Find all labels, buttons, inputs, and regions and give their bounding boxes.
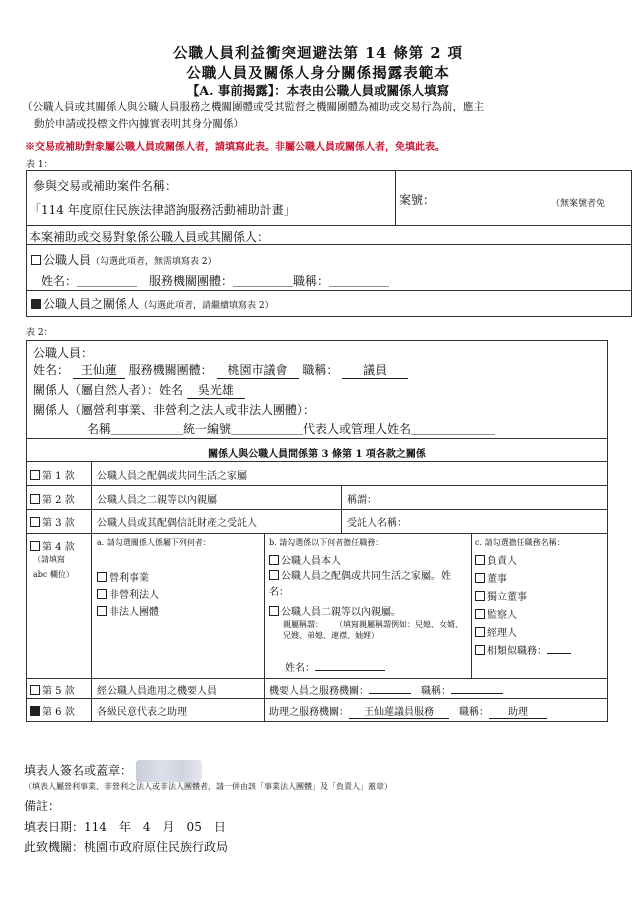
case-no-note: （無案號者免 xyxy=(551,199,606,209)
natural-person-value[interactable]: 吳光雄 xyxy=(187,381,245,399)
row3-checkbox[interactable] xyxy=(30,517,40,527)
title-value[interactable]: 議員 xyxy=(342,361,408,379)
case-no-label: 案號： xyxy=(399,193,436,207)
row2-checkbox[interactable] xyxy=(30,494,40,504)
col-a-item-2-label: 非營利法人 xyxy=(109,590,159,601)
option-relative-label: 公職人員之關係人 xyxy=(43,297,140,311)
col-b-name[interactable] xyxy=(285,659,385,674)
row6-clause[interactable] xyxy=(30,703,75,718)
row1-clause[interactable] xyxy=(30,467,75,482)
name-value[interactable]: 王仙蓮 xyxy=(73,361,125,379)
col-b-kin-note: （填寫親屬稱謂例如：兒媳、女婿、兄嫂、弟媳、連襟、妯娌） xyxy=(283,620,463,640)
org-relative-label: 關係人（屬營利事業、非營利之法人或非法人團體）： xyxy=(33,403,316,417)
col-b-item-2[interactable] xyxy=(269,569,467,601)
col-b-item-1-label: 公職人員本人 xyxy=(281,556,341,567)
option-official-label: 公職人員 xyxy=(43,253,92,267)
row4-clause[interactable] xyxy=(30,538,75,553)
col-b-item-1[interactable] xyxy=(269,552,341,567)
row4-clause-label: 第 4 款 xyxy=(42,542,75,553)
row5-field1-label: 機要人員之服務機關： xyxy=(269,686,369,697)
col-a-heading: a. 請勾選關係人係屬下列何者： xyxy=(97,538,211,547)
col-c-item-3-label: 獨立董事 xyxy=(487,592,527,603)
col-b-item-3[interactable] xyxy=(269,603,401,618)
col-b-kin-label: 親屬稱謂： xyxy=(283,620,323,629)
date-label: 填表日期： xyxy=(24,820,85,834)
col-c-item-5-label: 經理人 xyxy=(487,628,517,639)
col-a-checkbox-3[interactable] xyxy=(97,606,107,616)
col-c-item-4-label: 監察人 xyxy=(487,610,517,621)
row1-clause-label: 第 1 款 xyxy=(42,471,75,482)
col-c-item-2[interactable] xyxy=(475,570,507,585)
date-row xyxy=(24,818,226,835)
col-c-checkbox-1[interactable] xyxy=(475,555,485,565)
col-c-item-2-label: 董事 xyxy=(487,574,507,585)
official-fields[interactable]: 姓名：＿＿＿＿＿ 服務機關團體：＿＿＿＿＿職稱：＿＿＿＿＿ xyxy=(41,274,390,288)
col-c-heading: c. 請勾選擔任職務名稱： xyxy=(475,538,565,547)
date-value[interactable]: 114 年 4 月 05 日 xyxy=(84,820,226,834)
row5-text: 經公職人員進用之機要人員 xyxy=(97,686,217,697)
option-relative[interactable] xyxy=(31,295,274,312)
option-official[interactable] xyxy=(31,251,217,268)
table2 xyxy=(26,340,608,722)
natural-person-label: 關係人（屬自然人者）：姓名 xyxy=(33,383,184,397)
section-heading: 【A. 事前揭露】：本表由公職人員或關係人填寫 xyxy=(186,83,450,98)
col-b-checkbox-1[interactable] xyxy=(269,555,279,565)
col-b-heading: b. 請勾選係以下何者擔任職務： xyxy=(269,538,384,547)
col-a-checkbox-2[interactable] xyxy=(97,589,107,599)
row5-fields[interactable] xyxy=(269,682,503,697)
col-c-item-6[interactable] xyxy=(475,642,571,657)
col-c-item-5[interactable] xyxy=(475,624,517,639)
official-label: 公職人員： xyxy=(33,346,94,360)
row2-clause[interactable] xyxy=(30,491,75,506)
row2-clause-label: 第 2 款 xyxy=(42,495,75,506)
col-a-item-3-label: 非法人團體 xyxy=(109,607,159,618)
col-c-checkbox-4[interactable] xyxy=(475,609,485,619)
row5-clause-label: 第 5 款 xyxy=(42,686,75,697)
table1 xyxy=(26,170,632,317)
warning-text: ※交易或補助對象屬公職人員或關係人者，請填寫此表。非屬公職人員或關係人者，免填此表。 xyxy=(25,142,445,153)
target-question: 本案補助或交易對象係公職人員或其關係人： xyxy=(29,230,270,244)
agency-label: 服務機關團體： xyxy=(128,363,213,377)
recipient-row xyxy=(24,838,228,855)
row1-text: 公職人員之配偶或共同生活之家屬 xyxy=(97,471,247,482)
row1-checkbox[interactable] xyxy=(30,470,40,480)
signature-redacted xyxy=(136,760,202,782)
row5-field2-label: 職稱： xyxy=(421,686,451,697)
signature-note: （填表人屬營利事業、非營利之法人或非法人團體者，請一併由該「事業法人團體」及「負責人」蓋章） xyxy=(24,782,392,791)
intro-line-2: 動於申請或投標文件內據實表明其身分關係） xyxy=(34,118,244,130)
row2-field[interactable]: 稱謂： xyxy=(347,495,377,506)
row3-field[interactable]: 受託人名稱： xyxy=(347,518,407,529)
relationship-header: 關係人與公職人員間係第 3 條第 1 項各款之關係 xyxy=(208,449,426,460)
case-name-value[interactable]: 「114 年度原住民族法律諮詢服務活動補助計畫」 xyxy=(29,203,296,217)
table1-label: 表 1： xyxy=(26,160,53,170)
document-subtitle: 公職人員及關係人身分關係揭露表範本 xyxy=(186,65,450,82)
col-a-checkbox-1[interactable] xyxy=(97,572,107,582)
recipient-value: 桃園市政府原住民族行政局 xyxy=(84,840,229,854)
row6-text: 各級民意代表之助理 xyxy=(97,707,187,718)
col-c-item-1[interactable] xyxy=(475,552,517,567)
row6-field1-label: 助理之服務機關： xyxy=(269,707,349,718)
row6-clause-label: 第 6 款 xyxy=(42,707,75,718)
row6-field1-value[interactable]: 王仙蓮議員服務 xyxy=(349,703,449,719)
table2-label: 表 2： xyxy=(26,328,53,338)
signature-row xyxy=(24,760,202,782)
col-c-item-6-label: 相類似職務： xyxy=(487,646,547,657)
col-b-item-2-label: 公職人員之配偶或共同生活之家屬。姓名： xyxy=(269,571,451,598)
document-title: 公職人員利益衝突迴避法第 14 條第 2 項 xyxy=(173,45,463,62)
row4-sub1: （請填寫 xyxy=(33,555,65,564)
recipient-label: 此致機關： xyxy=(24,840,85,854)
row6-field2-value[interactable]: 助理 xyxy=(489,703,547,719)
agency-value[interactable]: 桃園市議會 xyxy=(217,361,299,379)
row5-clause[interactable] xyxy=(30,682,75,697)
row3-text: 公職人員或其配偶信託財產之受託人 xyxy=(97,518,257,529)
col-b-checkbox-3[interactable] xyxy=(269,606,279,616)
col-b-name-label: 姓名： xyxy=(285,663,315,674)
official-row xyxy=(33,361,408,379)
row2-text: 公職人員之二親等以內親屬 xyxy=(97,495,217,506)
row4-sub2: abc 欄位） xyxy=(33,570,74,579)
org-relative-fields[interactable]: 名稱＿＿＿＿＿＿統一編號＿＿＿＿＿＿代表人或管理人姓名＿＿＿＿＿＿＿ xyxy=(87,422,496,436)
option-relative-note: （勾選此項者，請繼續填寫表 2） xyxy=(139,301,274,311)
official-checkbox[interactable] xyxy=(31,255,41,265)
col-c-checkbox-5[interactable] xyxy=(475,627,485,637)
col-a-item-2[interactable] xyxy=(97,586,159,601)
col-c-checkbox-6[interactable] xyxy=(475,645,485,655)
relative-checkbox-checked[interactable] xyxy=(31,299,41,309)
title-label: 職稱： xyxy=(302,363,339,377)
col-c-item-3[interactable] xyxy=(475,588,527,603)
row3-clause[interactable] xyxy=(30,514,75,529)
col-c-checkbox-2[interactable] xyxy=(475,573,485,583)
remarks-label: 備註： xyxy=(24,799,61,813)
row5-checkbox[interactable] xyxy=(30,685,40,695)
col-c-item-4[interactable] xyxy=(475,606,517,621)
intro-line-1: （公職人員或其關係人與公職人員服務之機關團體或受其監督之機關團體為補助或交易行為前，應主 xyxy=(22,101,484,113)
col-b-item-3-label: 公職人員二親等以內親屬。 xyxy=(281,607,401,618)
name-label: 姓名： xyxy=(33,363,70,377)
case-name-label: 參與交易或補助案件名稱： xyxy=(33,179,178,193)
row6-fields[interactable] xyxy=(269,703,547,719)
col-a-item-3[interactable] xyxy=(97,603,159,618)
row6-field2-label: 職稱： xyxy=(459,707,489,718)
row4-checkbox[interactable] xyxy=(30,541,40,551)
row6-checkbox-checked[interactable] xyxy=(30,706,40,716)
signature-label: 填表人簽名或蓋章： xyxy=(24,763,133,778)
col-a-item-1-label: 營利事業 xyxy=(109,573,149,584)
col-a-item-1[interactable] xyxy=(97,569,149,584)
col-b-checkbox-2[interactable] xyxy=(269,570,279,580)
natural-person-row xyxy=(33,381,245,399)
col-c-checkbox-3[interactable] xyxy=(475,591,485,601)
row3-clause-label: 第 3 款 xyxy=(42,518,75,529)
col-c-item-1-label: 負責人 xyxy=(487,556,517,567)
option-official-note: （勾選此項者，無需填寫表 2） xyxy=(91,257,217,267)
